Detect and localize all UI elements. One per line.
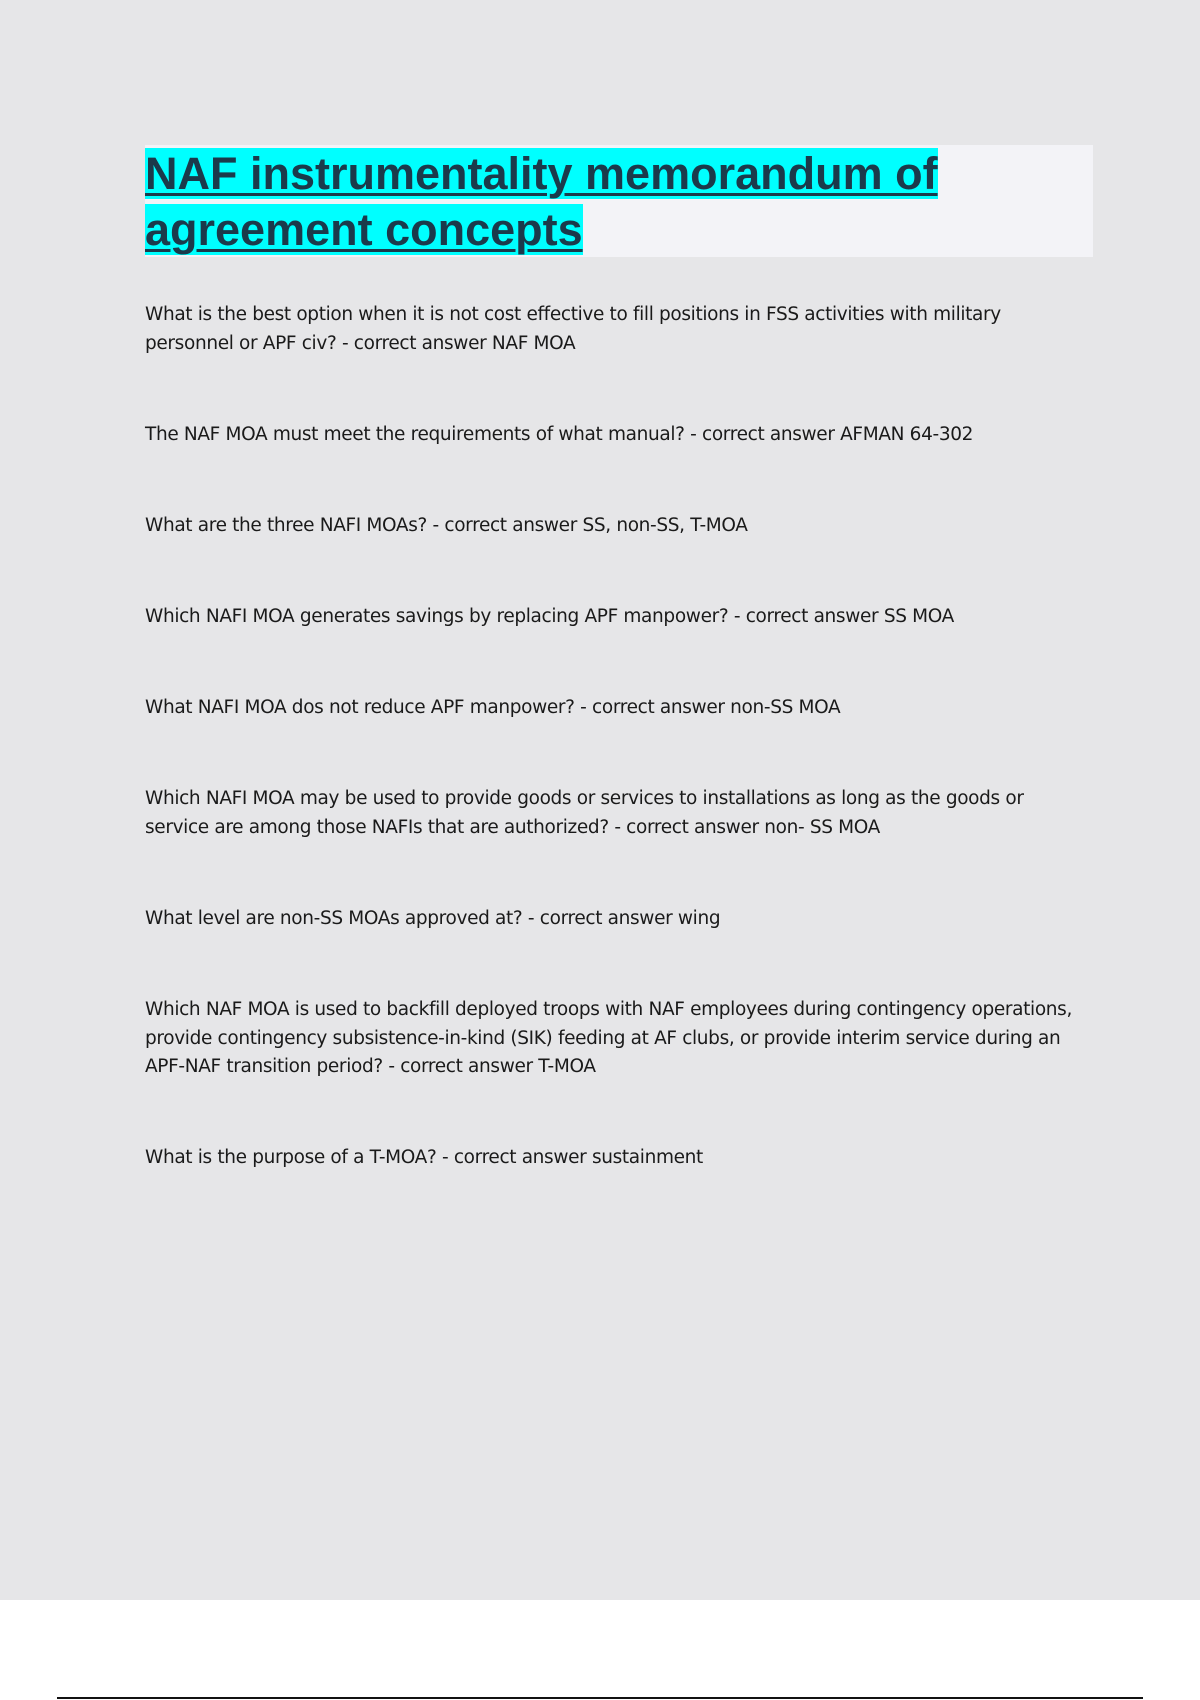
document-title — [145, 146, 1045, 258]
qa-item-4: Which NAFI MOA generates savings by replacing APF manpower? - correct answer SS MOA — [145, 606, 954, 627]
qa-item-7: What level are non-SS MOAs approved at? - correct answer wing — [145, 908, 721, 929]
qa-item-9: What is the purpose of a T-MOA? - correct answer sustainment — [145, 1147, 703, 1168]
qa-item-2: The NAF MOA must meet the requirements of what manual? - correct answer AFMAN 64-302 — [145, 424, 974, 445]
qa-item-5: What NAFI MOA dos not reduce APF manpower? - correct answer non-SS MOA — [145, 697, 841, 718]
qa-item-8: Which NAF MOA is used to backfill deployed troops with NAF employees during contingency operations, provide contingency subsistence-in-kind (SIK) feeding at AF clubs, or provide interim service during an APF-NAF transition period? - correct answer T-MOA — [145, 999, 1072, 1077]
qa-item-6: Which NAFI MOA may be used to provide goods or services to installations as long as the goods or service are among those NAFIs that are authorized? - correct answer non- SS MOA — [145, 788, 1024, 838]
footer-divider — [57, 1697, 1143, 1699]
qa-item-1: What is the best option when it is not cost effective to fill positions in FSS activities with military personnel or APF civ? - correct answer NAF MOA — [145, 304, 1001, 354]
qa-item-3: What are the three NAFI MOAs? - correct answer SS, non-SS, T-MOA — [145, 515, 748, 536]
title-highlight: NAF instrumentality memorandum of agreement concepts — [145, 148, 938, 255]
